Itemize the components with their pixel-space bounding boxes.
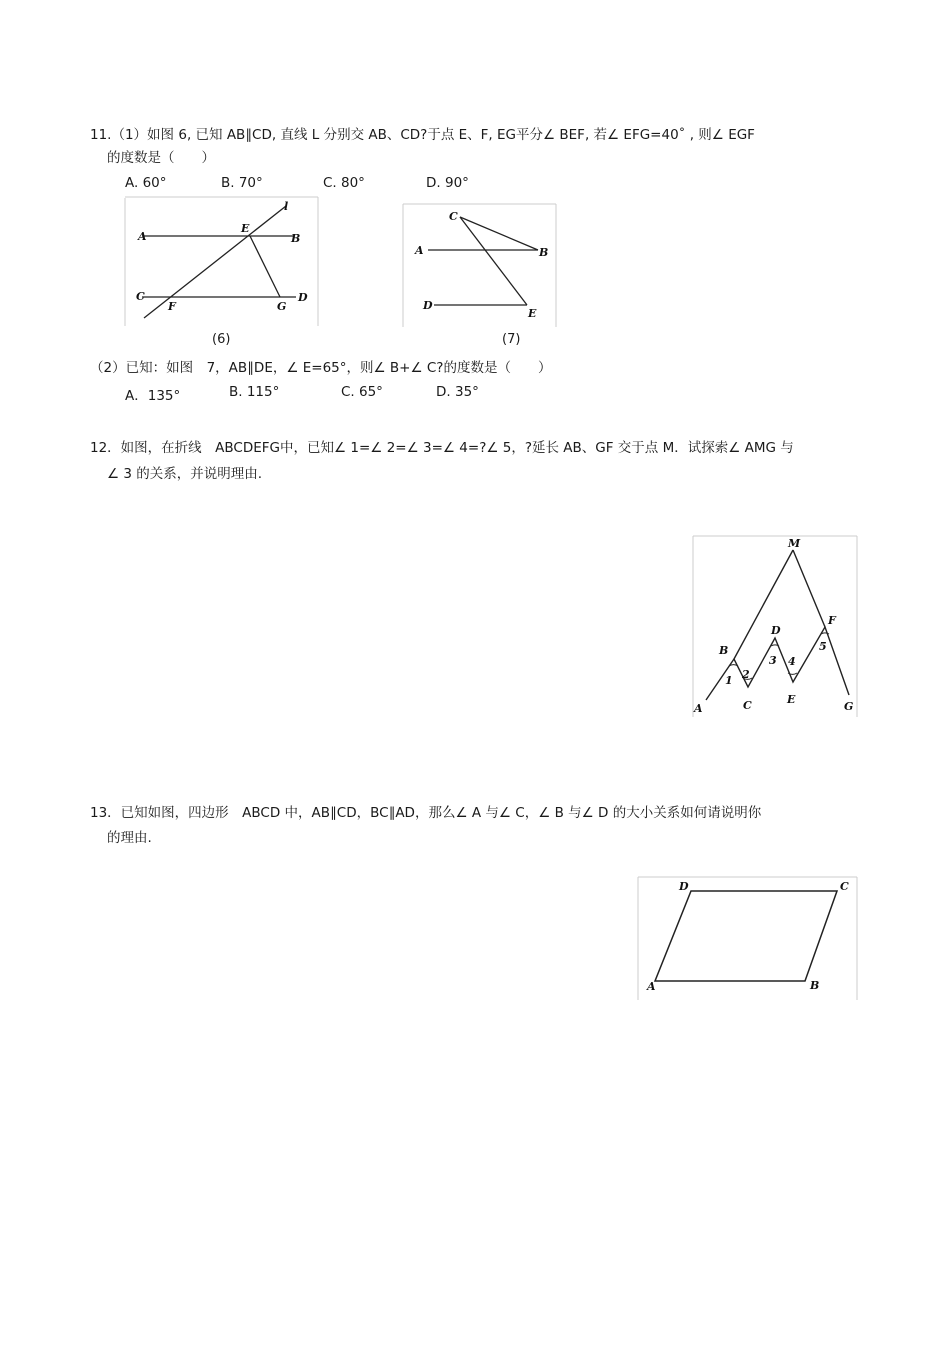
fig7-caption: (7) (502, 332, 521, 347)
q13-line2: 的理由. (107, 830, 152, 846)
line-cb (460, 217, 538, 250)
q11-option-c: C. 80° (323, 175, 365, 191)
fig7-label: E (528, 307, 537, 320)
fig6-label: D (298, 291, 308, 304)
zigzag-label: D (771, 624, 781, 637)
line-ce (460, 217, 527, 305)
fig6-label: C (136, 290, 145, 303)
fig6-label: A (138, 230, 147, 243)
q11-line1: 11.（1）如图 6, 已知 AB∥CD, 直线 L 分别交 AB、CD?于点 E、F, EG平分∠ BEF, 若∠ EFG=40˚ , 则∠ EGF (90, 127, 755, 143)
zigzag-label: C (743, 699, 752, 712)
figure-7 (402, 203, 558, 327)
q11-option-a: A. 60° (125, 175, 167, 191)
fig6-label: G (277, 300, 287, 313)
zigzag-label: 1 (725, 674, 733, 687)
fig7-label: B (539, 246, 549, 259)
fig6-label: B (291, 232, 301, 245)
parallelogram-abcd (655, 891, 837, 981)
fig7-label: A (415, 244, 424, 257)
q12-line1: 12．如图，在折线 ABCDEFG中，已知∠ 1=∠ 2=∠ 3=∠ 4=?∠ 5，?延长 AB、GF 交于点 M．试探索∠ AMG 与 (90, 440, 794, 456)
line-eg (250, 236, 280, 297)
zigzag-label: F (828, 614, 836, 627)
fig6-label: l (284, 200, 289, 213)
zigzag-label: E (787, 693, 796, 706)
figure-6 (124, 196, 320, 326)
q11-part2-option-a: A．135° (125, 388, 181, 404)
q11-part2-option-c: C. 65° (341, 384, 383, 400)
fig7-label: D (423, 299, 433, 312)
zigzag-label: 2 (742, 668, 750, 681)
q11-part2-option-d: D. 35° (436, 384, 479, 400)
q11-part2: （2）已知：如图 7，AB∥DE，∠ E=65°，则∠ B+∠ C?的度数是（ ） (90, 360, 552, 376)
q11-option-d: D. 90° (426, 175, 469, 191)
fig6-label: F (168, 300, 176, 313)
zigzag-label: A (694, 702, 703, 715)
line-l (144, 206, 286, 318)
zigzag-label: 4 (788, 655, 796, 668)
line-mf (793, 550, 825, 627)
q12-line2: ∠ 3 的关系，并说明理由. (107, 466, 263, 482)
zigzag-label: 3 (769, 654, 777, 667)
figure-parallelogram (637, 876, 859, 1000)
parallelogram-label: C (840, 880, 849, 893)
zigzag-label: B (719, 644, 729, 657)
fig6-caption: (6) (212, 332, 231, 347)
q11-part2-option-b: B. 115° (229, 384, 280, 400)
fig7-label: C (449, 210, 458, 223)
fig6-label: E (241, 222, 250, 235)
line-bm (734, 550, 793, 659)
parallelogram-label: D (679, 880, 689, 893)
zigzag-label: M (788, 537, 801, 550)
parallelogram-label: B (810, 979, 820, 992)
q11-option-b: B. 70° (221, 175, 263, 191)
q11-line2: 的度数是（ ） (107, 150, 215, 166)
q13-line1: 13．已知如图，四边形 ABCD 中，AB∥CD，BC∥AD，那么∠ A 与∠ C，∠ B 与∠ D 的大小关系如何请说明你 (90, 805, 762, 821)
zigzag-label: G (844, 700, 854, 713)
figure-zigzag (692, 535, 858, 717)
parallelogram-label: A (647, 980, 656, 993)
zigzag-label: 5 (819, 640, 827, 653)
polyline-abcdefg (706, 627, 849, 700)
